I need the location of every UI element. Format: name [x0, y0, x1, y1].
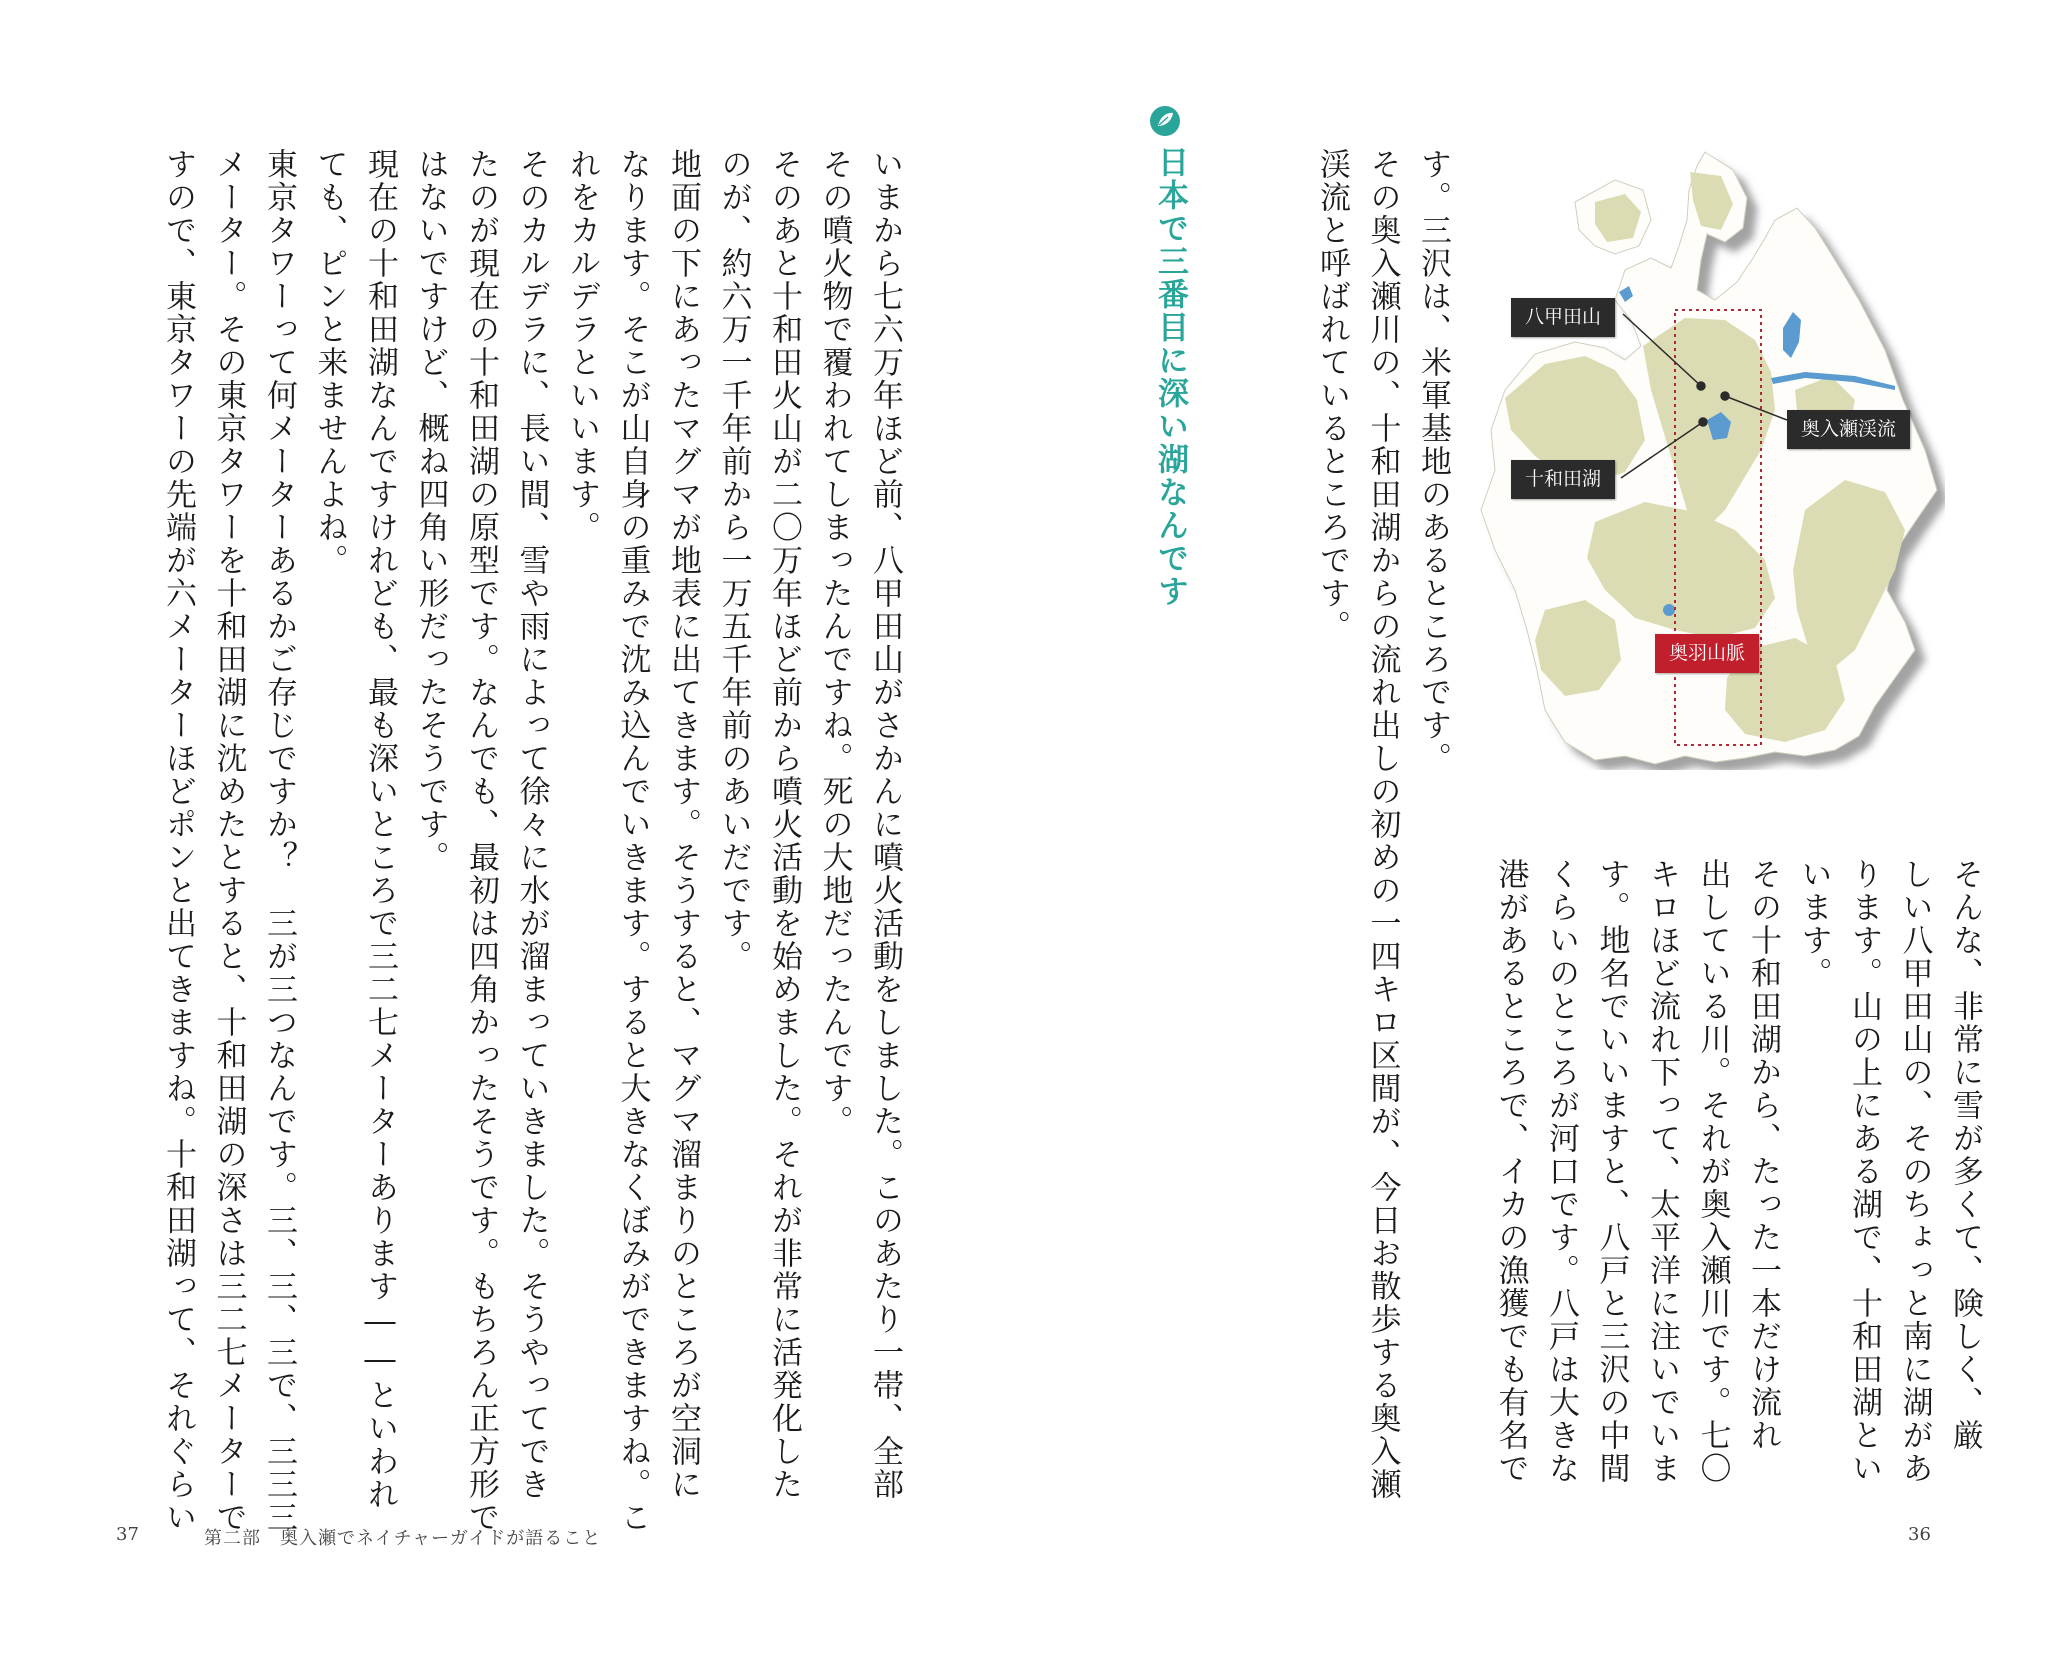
text-column: いまから七六万年ほど前、八甲田山がさかんに噴火活動をしました。このあたり一帯、全部 — [867, 148, 903, 1501]
right-top-text — [1307, 148, 1459, 1501]
label-oirase: 奥入瀬渓流 — [1787, 410, 1910, 449]
text-column: れをカルデラといいます。 — [564, 148, 600, 544]
right-bottom-text — [1485, 858, 1990, 1485]
text-column: その奥入瀬川の、十和田湖からの流れ出しの初めの一四キロ区間が、今日お散歩する奥入瀬 — [1364, 148, 1401, 1501]
text-column: はないですけど、概ね四角い形だったそうです。 — [412, 148, 449, 874]
leaf-icon — [1148, 104, 1182, 138]
text-column: す。地名でいいますと、八戸と三沢の中間 — [1593, 858, 1630, 1485]
text-column: ても、ピンと来ませんよね。 — [311, 148, 348, 577]
page-number-left: 37 — [116, 1524, 139, 1545]
label-towada: 十和田湖 — [1511, 460, 1615, 499]
text-column: 港があるところで、イカの漁獲でも有名で — [1492, 858, 1529, 1485]
text-column: 現在の十和田湖なんですけれども、最も深いところで三二七メーターあります――といわれ — [362, 148, 398, 1511]
label-hakkoda: 八甲田山 — [1511, 298, 1615, 337]
text-column: のが、約六万一千年前から一万五千年前のあいだです。 — [715, 148, 752, 973]
text-column: ります。山の上にある湖で、十和田湖とい — [1846, 858, 1882, 1485]
text-column: 東京タワーって何メーターあるかご存じですか？ 三が三つなんです。三、三、三で、三三三 — [261, 148, 297, 1534]
page-number-right: 36 — [1908, 1524, 1931, 1545]
text-column: しい八甲田山の、そのちょっと南に湖があ — [1896, 858, 1933, 1485]
text-column: キロほど流れ下って、太平洋に注いでいま — [1644, 858, 1680, 1485]
text-column: メーター。その東京タワーを十和田湖に沈めたとすると、十和田湖の深さは三二七メーターで — [210, 148, 247, 1534]
running-head: 第二部 奥入瀬でネイチャーガイドが語ること — [204, 1528, 602, 1549]
text-column: そんな、非常に雪が多くて、険しく、厳 — [1947, 858, 1983, 1452]
text-column: 渓流と呼ばれているところです。 — [1314, 148, 1350, 643]
text-column: すので、東京タワーの先端が六メーターほどポンと出てきますね。十和田湖って、それぐらい — [160, 148, 196, 1534]
text-column: 出している川。それが奥入瀬川です。七〇 — [1694, 858, 1731, 1485]
left-body-text — [153, 148, 911, 1534]
section-heading: 日本で三番目に深い湖なんです — [1152, 146, 1188, 608]
text-column: そのカルデラに、長い間、雪や雨によって徐々に水が溜まっていきました。そうやってでき — [513, 148, 550, 1501]
text-column: その噴火物で覆われてしまったんですね。死の大地だったんです。 — [816, 148, 853, 1138]
text-column: その十和田湖から、たった一本だけ流れ — [1745, 858, 1781, 1452]
text-column: くらいのところが河口です。八戸は大きな — [1543, 858, 1579, 1485]
label-ou-range: 奥羽山脈 — [1655, 634, 1759, 673]
text-column: います。 — [1795, 858, 1832, 990]
text-column: たのが現在の十和田湖の原型です。なんでも、最初は四角かったそうです。もちろん正方形で — [463, 148, 499, 1534]
aomori-map — [1475, 150, 1945, 770]
text-column: なります。そこが山自身の重みで沈み込んでいきます。すると大きなくぼみができますね。こ — [614, 148, 651, 1534]
text-column: す。三沢は、米軍基地のあるところです。 — [1415, 148, 1451, 775]
text-column: 地面の下にあったマグマが地表に出てきます。そうすると、マグマ溜まりのところが空洞に — [665, 148, 701, 1501]
text-column: そのあと十和田火山が二〇万年ほど前から噴火活動を始めました。それが非常に活発化した — [766, 148, 802, 1501]
